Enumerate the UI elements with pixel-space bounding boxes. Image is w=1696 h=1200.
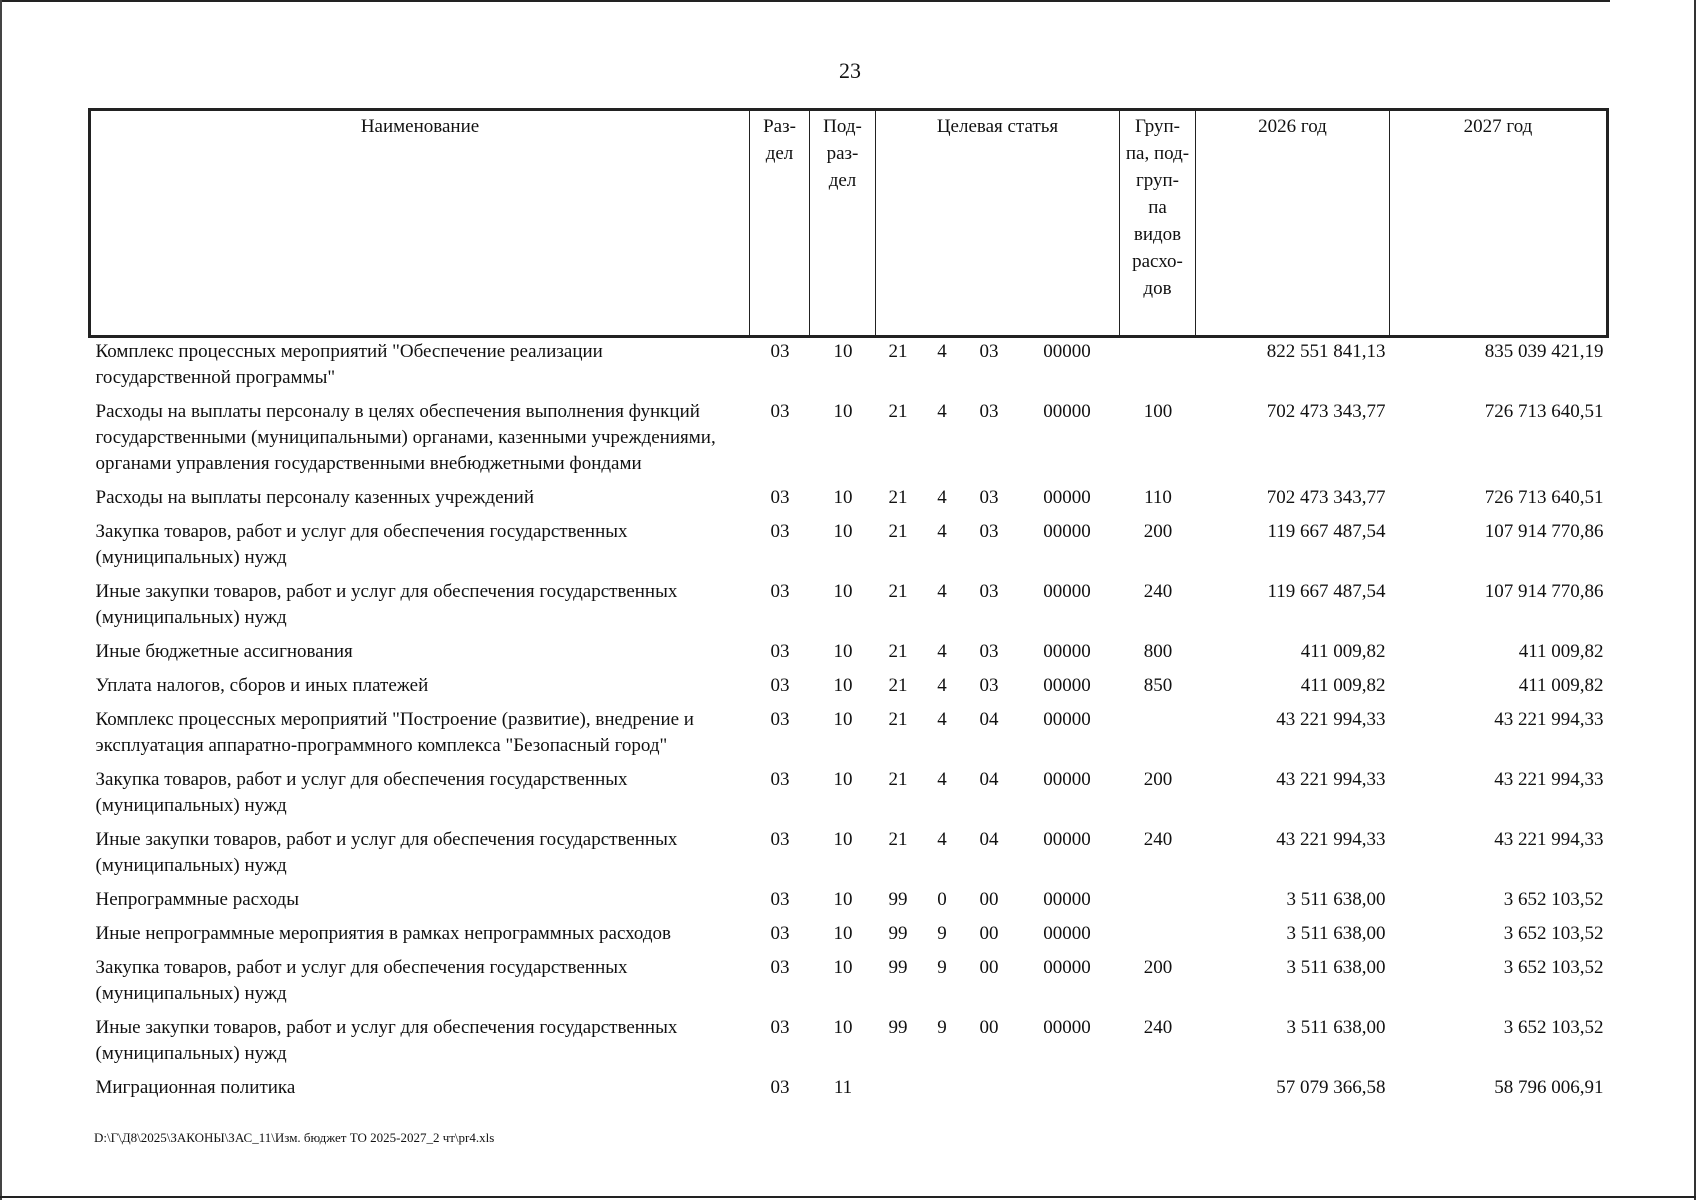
row-target-program: 21 xyxy=(888,641,908,662)
row-target-program xyxy=(876,1069,920,1103)
row-target-type: 0 xyxy=(937,889,947,910)
row-razdel: 03 xyxy=(770,341,790,362)
row-target-type: 9 xyxy=(937,1017,947,1038)
row-amount-2027: 726 713 640,51 xyxy=(1484,401,1604,422)
row-podrazdel: 11 xyxy=(833,1077,853,1098)
row-target-type: 9 xyxy=(937,957,947,978)
row-name: Закупка товаров, работ и услуг для обеспечения государственных (муниципальных) нужд xyxy=(95,521,628,568)
row-amount-2027: 43 221 994,33 xyxy=(1494,709,1604,730)
table-row xyxy=(90,761,1608,821)
row-target-program: 21 xyxy=(888,341,908,362)
row-podrazdel: 10 xyxy=(833,341,853,362)
row-podrazdel: 10 xyxy=(833,829,853,850)
header-group: Груп- па, под- груп- па видов расхо- дов xyxy=(1120,110,1196,337)
row-target-direction: 00000 xyxy=(1043,581,1091,602)
row-razdel: 03 xyxy=(770,709,790,730)
row-amount-2026: 411 009,82 xyxy=(1300,641,1386,662)
row-podrazdel: 10 xyxy=(833,769,853,790)
row-target-program: 21 xyxy=(888,829,908,850)
table-row xyxy=(90,667,1608,701)
header-razdel: Раз- дел xyxy=(750,110,810,337)
row-podrazdel: 10 xyxy=(833,675,853,696)
row-target-direction: 00000 xyxy=(1043,641,1091,662)
row-amount-2026: 3 511 638,00 xyxy=(1286,889,1386,910)
row-target-complex: 00 xyxy=(979,957,999,978)
row-target-complex: 03 xyxy=(979,581,999,602)
table-row xyxy=(90,479,1608,513)
row-amount-2027: 3 652 103,52 xyxy=(1503,957,1604,978)
row-amount-2027: 411 009,82 xyxy=(1518,675,1604,696)
row-name: Расходы на выплаты персоналу в целях обеспечения выполнения функций государственными (муниципальными) органами, казенными учреждениями, органами управления государственными внебюджетными фондами xyxy=(95,401,716,474)
table-row xyxy=(90,881,1608,915)
header-name: Наименование xyxy=(90,110,750,337)
row-amount-2026: 822 551 841,13 xyxy=(1266,341,1386,362)
budget-table xyxy=(88,108,1609,1103)
row-name: Комплекс процессных мероприятий "Построение (развитие), внедрение и эксплуатация аппаратно-программного комплекса "Безопасный город" xyxy=(95,709,694,756)
row-target-type: 4 xyxy=(937,769,947,790)
table-row xyxy=(90,821,1608,881)
row-target-program: 21 xyxy=(888,401,908,422)
row-target-complex: 00 xyxy=(979,889,999,910)
row-target-direction: 00000 xyxy=(1043,1017,1091,1038)
row-target-direction: 00000 xyxy=(1043,341,1091,362)
row-amount-2027: 3 652 103,52 xyxy=(1503,889,1604,910)
row-target-program: 21 xyxy=(888,769,908,790)
row-amount-2027: 411 009,82 xyxy=(1518,641,1604,662)
row-expense-group: 110 xyxy=(1144,487,1172,508)
row-target-program: 99 xyxy=(888,889,908,910)
row-target-direction xyxy=(1014,1069,1120,1103)
table-body xyxy=(90,337,1608,1104)
row-target-complex: 03 xyxy=(979,341,999,362)
row-expense-group: 850 xyxy=(1143,675,1173,696)
row-razdel: 03 xyxy=(770,401,790,422)
footer-file-path: D:\Г\Д8\2025\ЗАКОНЫ\ЗАС_11\Изм. бюджет ТО 2025-2027_2 чт\pr4.xls xyxy=(94,1130,495,1145)
table-row xyxy=(90,513,1608,573)
row-name: Иные непрограммные мероприятия в рамках непрограммных расходов xyxy=(95,923,672,944)
row-target-type: 4 xyxy=(937,829,947,850)
row-target-direction: 00000 xyxy=(1043,829,1091,850)
row-target-direction: 00000 xyxy=(1043,769,1091,790)
row-name: Непрограммные расходы xyxy=(95,889,299,910)
row-podrazdel: 10 xyxy=(833,521,853,542)
row-amount-2026: 702 473 343,77 xyxy=(1266,401,1386,422)
row-target-program: 21 xyxy=(888,709,908,730)
row-target-complex xyxy=(964,1069,1014,1103)
row-name: Комплекс процессных мероприятий "Обеспечение реализации государственной программы" xyxy=(95,341,603,388)
row-target-program: 21 xyxy=(888,487,908,508)
row-podrazdel: 10 xyxy=(833,581,853,602)
row-target-direction: 00000 xyxy=(1043,521,1091,542)
table-row xyxy=(90,393,1608,479)
row-expense-group: 240 xyxy=(1143,581,1173,602)
row-podrazdel: 10 xyxy=(833,709,853,730)
row-name: Иные закупки товаров, работ и услуг для обеспечения государственных (муниципальных) нужд xyxy=(95,1017,678,1064)
row-target-type: 4 xyxy=(937,675,947,696)
row-amount-2027: 107 914 770,86 xyxy=(1484,581,1604,602)
row-name: Миграционная политика xyxy=(95,1077,296,1098)
row-razdel: 03 xyxy=(770,1077,790,1098)
row-amount-2026: 57 079 366,58 xyxy=(1276,1077,1386,1098)
row-razdel: 03 xyxy=(770,769,790,790)
row-podrazdel: 10 xyxy=(833,487,853,508)
row-podrazdel: 10 xyxy=(833,889,853,910)
row-target-program: 21 xyxy=(888,581,908,602)
table-row xyxy=(90,633,1608,667)
row-target-program: 99 xyxy=(888,957,908,978)
row-razdel: 03 xyxy=(770,1017,790,1038)
row-target-program: 99 xyxy=(888,1017,908,1038)
header-target: Целевая статья xyxy=(876,110,1120,337)
row-target-direction: 00000 xyxy=(1043,675,1091,696)
row-expense-group xyxy=(1120,1069,1196,1103)
row-expense-group xyxy=(1120,915,1196,949)
row-target-direction: 00000 xyxy=(1043,923,1091,944)
row-target-direction: 00000 xyxy=(1043,487,1091,508)
table-row xyxy=(90,573,1608,633)
row-podrazdel: 10 xyxy=(833,1017,853,1038)
row-target-direction: 00000 xyxy=(1043,889,1091,910)
row-target-type: 4 xyxy=(937,341,947,362)
row-amount-2027: 3 652 103,52 xyxy=(1503,923,1604,944)
row-target-type: 4 xyxy=(937,521,947,542)
row-target-direction: 00000 xyxy=(1043,957,1091,978)
row-expense-group: 200 xyxy=(1143,769,1173,790)
row-podrazdel: 10 xyxy=(833,401,853,422)
row-target-type: 4 xyxy=(937,487,947,508)
row-target-complex: 04 xyxy=(979,769,999,790)
row-razdel: 03 xyxy=(770,641,790,662)
row-razdel: 03 xyxy=(770,957,790,978)
row-amount-2027: 835 039 421,19 xyxy=(1484,341,1604,362)
row-expense-group: 100 xyxy=(1143,401,1173,422)
table-row xyxy=(90,915,1608,949)
row-amount-2027: 58 796 006,91 xyxy=(1494,1077,1604,1098)
table-row xyxy=(90,1069,1608,1103)
row-amount-2026: 43 221 994,33 xyxy=(1276,829,1386,850)
row-podrazdel: 10 xyxy=(833,641,853,662)
row-amount-2027: 43 221 994,33 xyxy=(1494,829,1604,850)
row-target-complex: 04 xyxy=(979,709,999,730)
row-amount-2027: 726 713 640,51 xyxy=(1484,487,1604,508)
row-amount-2026: 411 009,82 xyxy=(1300,675,1386,696)
row-amount-2026: 43 221 994,33 xyxy=(1276,769,1386,790)
row-expense-group: 240 xyxy=(1143,1017,1173,1038)
row-amount-2027: 107 914 770,86 xyxy=(1484,521,1604,542)
row-target-complex: 03 xyxy=(979,521,999,542)
row-target-program: 21 xyxy=(888,521,908,542)
row-amount-2027: 43 221 994,33 xyxy=(1494,769,1604,790)
row-amount-2026: 3 511 638,00 xyxy=(1286,957,1386,978)
table-row xyxy=(90,949,1608,1009)
row-amount-2026: 3 511 638,00 xyxy=(1286,923,1386,944)
row-name: Иные бюджетные ассигнования xyxy=(95,641,353,662)
row-target-program: 99 xyxy=(888,923,908,944)
row-expense-group xyxy=(1120,337,1196,394)
row-name: Уплата налогов, сборов и иных платежей xyxy=(95,675,429,696)
row-expense-group: 200 xyxy=(1143,957,1173,978)
header-podrazdel: Под- раз- дел xyxy=(810,110,876,337)
row-target-complex: 00 xyxy=(979,923,999,944)
row-razdel: 03 xyxy=(770,829,790,850)
header-year-2027: 2027 год xyxy=(1390,110,1608,337)
row-razdel: 03 xyxy=(770,581,790,602)
row-razdel: 03 xyxy=(770,675,790,696)
row-target-direction: 00000 xyxy=(1043,709,1091,730)
row-amount-2027: 3 652 103,52 xyxy=(1503,1017,1604,1038)
table-row xyxy=(90,701,1608,761)
row-target-complex: 03 xyxy=(979,487,999,508)
row-razdel: 03 xyxy=(770,923,790,944)
header-year-2026: 2026 год xyxy=(1196,110,1390,337)
row-target-complex: 03 xyxy=(979,401,999,422)
row-name: Расходы на выплаты персоналу казенных учреждений xyxy=(95,487,535,508)
row-target-complex: 00 xyxy=(979,1017,999,1038)
row-razdel: 03 xyxy=(770,889,790,910)
row-target-complex: 04 xyxy=(979,829,999,850)
row-target-direction: 00000 xyxy=(1043,401,1091,422)
row-expense-group xyxy=(1120,881,1196,915)
row-amount-2026: 3 511 638,00 xyxy=(1286,1017,1386,1038)
row-target-type: 4 xyxy=(937,641,947,662)
row-target-complex: 03 xyxy=(979,675,999,696)
row-target-type: 4 xyxy=(937,401,947,422)
row-expense-group: 240 xyxy=(1143,829,1173,850)
page-number: 23 xyxy=(839,58,861,83)
row-target-type: 9 xyxy=(937,923,947,944)
table-row xyxy=(90,1009,1608,1069)
row-amount-2026: 43 221 994,33 xyxy=(1276,709,1386,730)
row-target-type: 4 xyxy=(937,709,947,730)
row-amount-2026: 119 667 487,54 xyxy=(1267,521,1386,542)
row-name: Закупка товаров, работ и услуг для обеспечения государственных (муниципальных) нужд xyxy=(95,957,628,1004)
row-expense-group xyxy=(1120,701,1196,761)
row-target-type: 4 xyxy=(937,581,947,602)
row-name: Иные закупки товаров, работ и услуг для обеспечения государственных (муниципальных) нужд xyxy=(95,829,678,876)
table-row xyxy=(90,337,1608,394)
row-amount-2026: 119 667 487,54 xyxy=(1267,581,1386,602)
row-expense-group: 800 xyxy=(1143,641,1173,662)
row-podrazdel: 10 xyxy=(833,957,853,978)
row-razdel: 03 xyxy=(770,521,790,542)
row-podrazdel: 10 xyxy=(833,923,853,944)
row-amount-2026: 702 473 343,77 xyxy=(1266,487,1386,508)
row-razdel: 03 xyxy=(770,487,790,508)
row-target-complex: 03 xyxy=(979,641,999,662)
row-expense-group: 200 xyxy=(1143,521,1173,542)
row-name: Закупка товаров, работ и услуг для обеспечения государственных (муниципальных) нужд xyxy=(95,769,628,816)
table-header xyxy=(90,110,1608,337)
row-target-program: 21 xyxy=(888,675,908,696)
page-frame-bottom xyxy=(0,1196,1696,1198)
page-frame-left xyxy=(0,0,2,1200)
page-frame-top xyxy=(0,0,1610,2)
row-target-type xyxy=(920,1069,964,1103)
row-name: Иные закупки товаров, работ и услуг для обеспечения государственных (муниципальных) нужд xyxy=(95,581,678,628)
